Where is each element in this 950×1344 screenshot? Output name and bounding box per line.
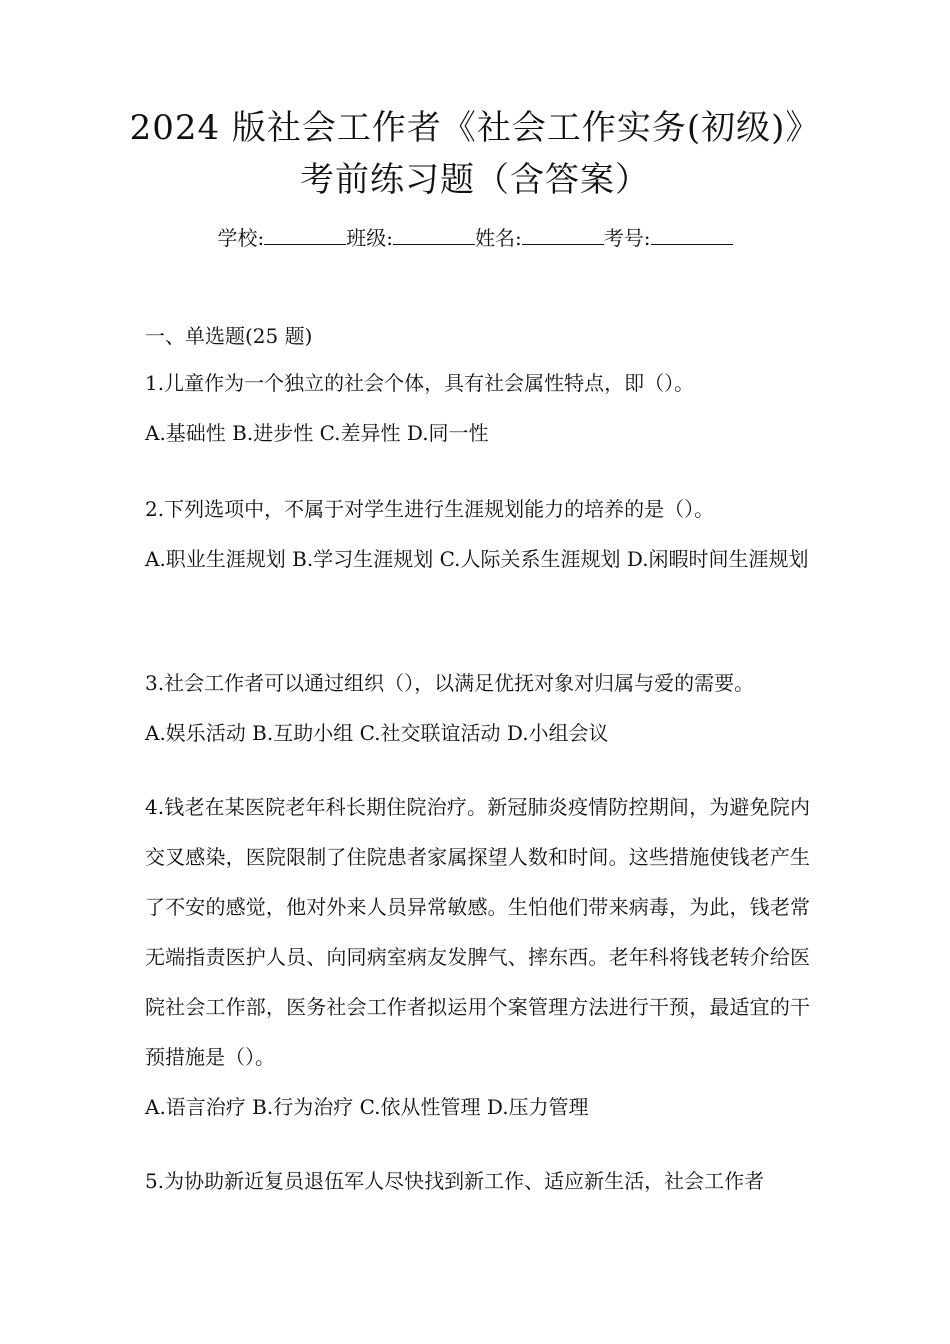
document-title-line-2: 考前练习题（含答案）: [300, 160, 650, 200]
question-3-options: A.娱乐活动 B.互助小组 C.社交联谊活动 D.小组会议: [145, 721, 609, 745]
question-4-stem: 4.钱老在某医院老年科长期住院治疗。新冠肺炎疫情防控期间，为避免院内交叉感染，医院限制了住院患者家属探望人数和时间。这些措施使钱老产生了不安的感觉，他对外来人员异常敏感。生怕他们带来病毒，为此，钱老常无端指责医护人员、向同病室病友发脾气、摔东西。老年科将钱老转介给医院社会工作部，医务社会工作者拟运用个案管理方法进行干预，最适宜的干预措施是（）。: [145, 795, 810, 1069]
student-info-row: [0, 224, 950, 252]
name-label: 姓名:: [475, 226, 522, 250]
exam-number-label: 考号:: [603, 226, 651, 250]
question-2-options: A.职业生涯规划 B.学习生涯规划 C.人际关系生涯规划 D.闲暇时间生涯规划: [145, 547, 809, 571]
question-3-stem: 3.社会工作者可以通过组织（），以满足优抚对象对归属与爱的需要。: [145, 671, 755, 695]
school-label: 学校:: [217, 226, 265, 250]
question-1-options: A.基础性 B.进步性 C.差异性 D.同一性: [145, 421, 489, 445]
document-title-line-1: 2024 版社会工作者《社会工作实务(初级)》: [129, 108, 821, 148]
school-blank: [264, 226, 346, 245]
class-label: 班级:: [346, 226, 393, 250]
question-1-stem: 1.儿童作为一个独立的社会个体，具有社会属性特点，即（）。: [145, 371, 695, 395]
question-2-stem: 2.下列选项中，不属于对学生进行生涯规划能力的培养的是（）。: [145, 497, 715, 521]
exam-number-blank: [651, 226, 733, 245]
name-blank: [522, 226, 604, 245]
question-5-stem: 5.为协助新近复员退伍军人尽快找到新工作、适应新生活，社会工作者: [145, 1169, 765, 1193]
question-4-options: A.语言治疗 B.行为治疗 C.依从性管理 D.压力管理: [145, 1095, 589, 1119]
class-blank: [393, 226, 475, 245]
section-heading: 一、单选题(25 题): [145, 324, 313, 348]
